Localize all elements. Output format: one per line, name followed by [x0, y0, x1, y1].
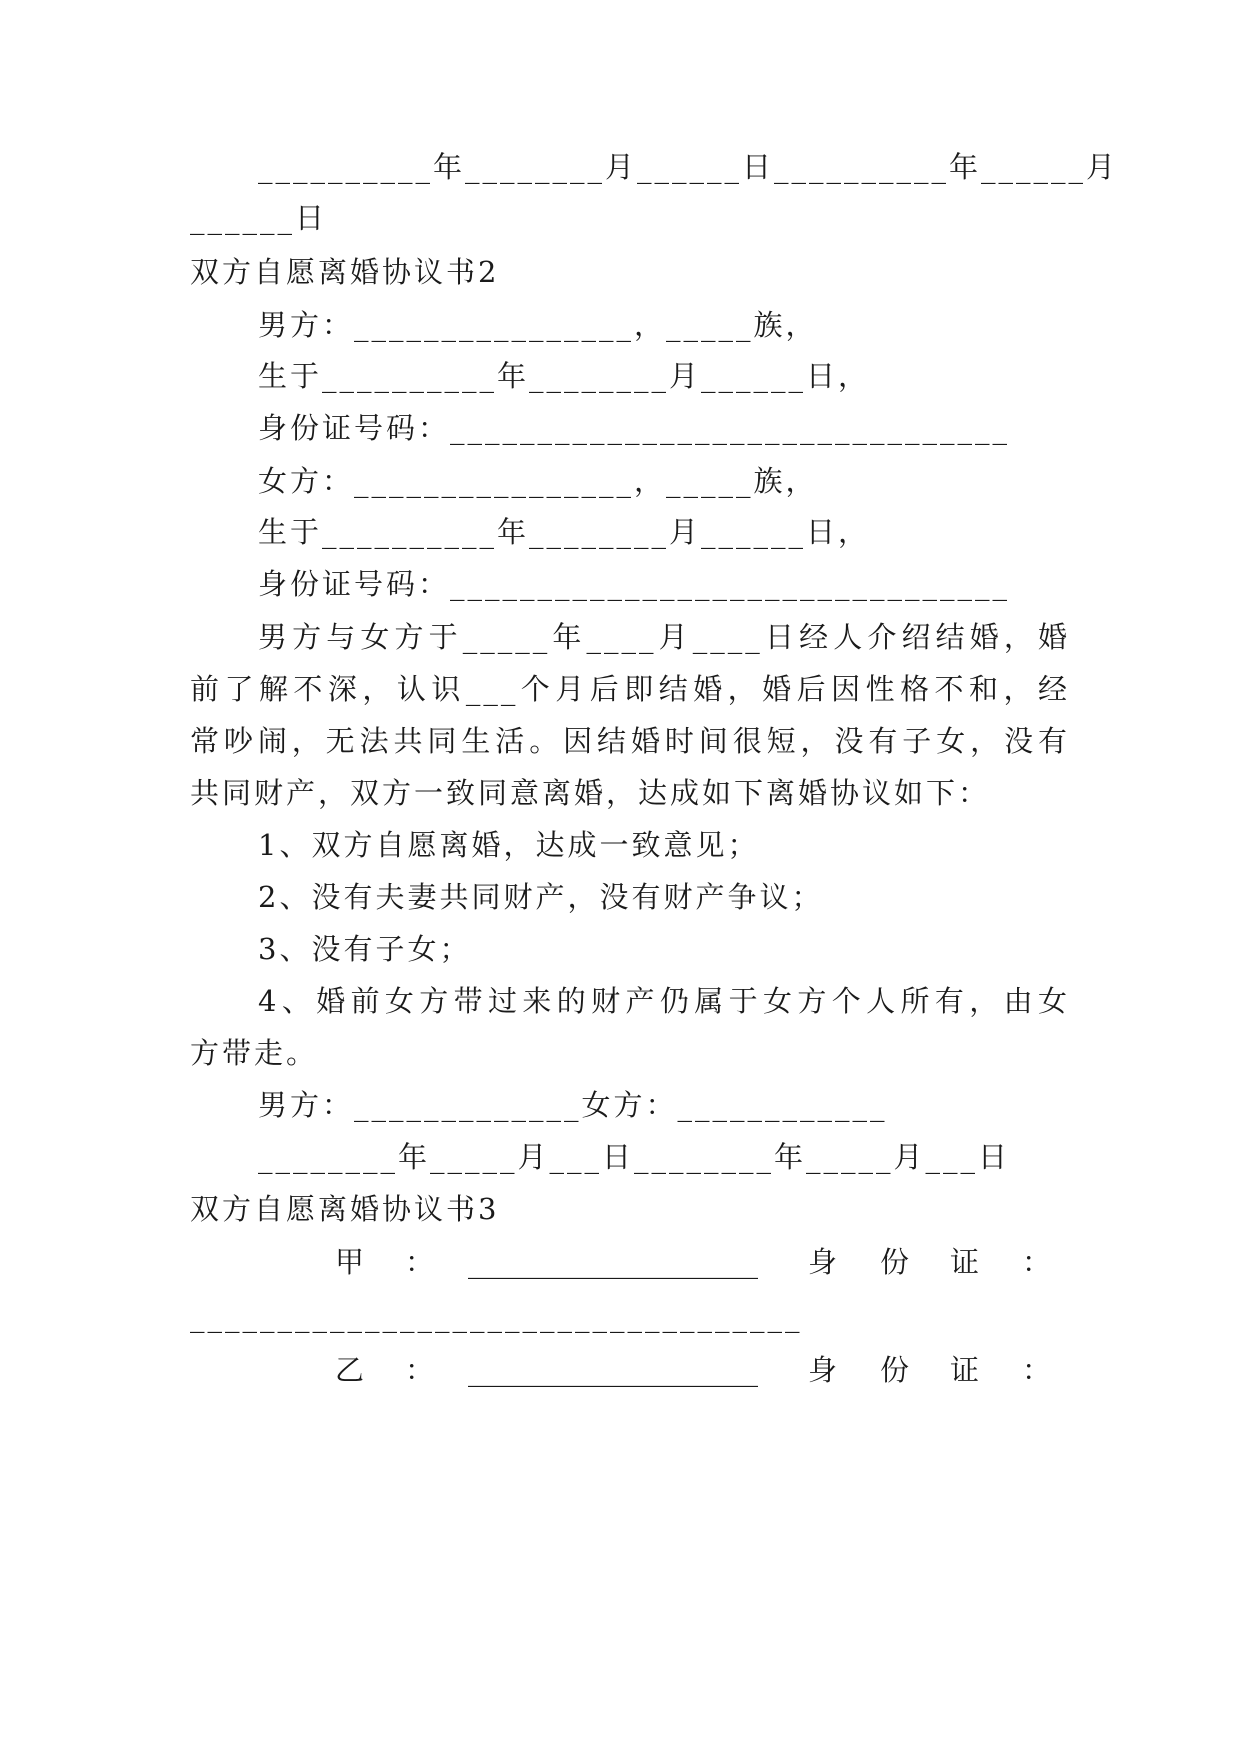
woman-birth-line: 生于__________年________月______日， [258, 515, 871, 549]
date-line-continued: ______日 [190, 201, 328, 235]
party-a-id-char-1: 身 [808, 1245, 838, 1279]
clause-1: 1、双方自愿离婚，达成一致意见； [258, 828, 760, 862]
paragraph-line: 男方与女方于_____年____月____日经人介绍结婚，婚 [258, 620, 1070, 654]
party-b-row [0, 1350, 1241, 1390]
party-b-label: 乙 [335, 1353, 365, 1387]
paragraph-line: 常吵闹，无法共同生活。因结婚时间很短，没有子女，没有 [190, 724, 1070, 758]
man-id-line: 身份证号码：________________________________ [258, 411, 1011, 445]
party-a-label: 甲 [335, 1245, 365, 1279]
man-birth-line: 生于__________年________月______日， [258, 359, 871, 393]
party-b-id-char-1: 身 [808, 1353, 838, 1387]
woman-id-line: 身份证号码：________________________________ [258, 567, 1011, 601]
clause-2: 2、没有夫妻共同财产，没有财产争议； [258, 880, 824, 914]
party-b-colon: ： [405, 1353, 435, 1387]
clause-4: 4、婚前女方带过来的财产仍属于女方个人所有，由女 [258, 984, 1070, 1018]
clause-4-continued: 方带走。 [190, 1036, 319, 1070]
party-b-id-char-3: 证 [950, 1353, 980, 1387]
section-title-2: 双方自愿离婚协议书2 [190, 255, 500, 289]
clause-3: 3、没有子女； [258, 932, 472, 966]
signature-line: 男方：_____________女方：____________ [258, 1088, 888, 1122]
date-line: __________年________月______日__________年______月 [258, 150, 1119, 184]
party-a-row [0, 1242, 1241, 1282]
party-a-colon: ： [405, 1245, 435, 1279]
man-name-line: 男方：________________，_____族， [258, 308, 818, 342]
section-title-3: 双方自愿离婚协议书3 [190, 1192, 500, 1226]
party-a-id-char-3: 证 [950, 1245, 980, 1279]
party-a-id-colon: ： [1022, 1245, 1052, 1279]
paragraph-line: 前了解不深，认识___个月后即结婚，婚后因性格不和，经 [190, 672, 1070, 706]
party-b-name-blank: ____________________ [468, 1353, 758, 1387]
signature-date-line: ________年_____月___日________年_____月___日 [258, 1140, 1011, 1174]
party-b-id-colon: ： [1022, 1353, 1052, 1387]
woman-name-line: 女方：________________，_____族， [258, 464, 818, 498]
party-a-id-blank: ___________________________________ [190, 1299, 803, 1333]
paragraph-line: 共同财产，双方一致同意离婚，达成如下离婚协议如下： [190, 776, 991, 810]
party-b-id-char-2: 份 [880, 1353, 910, 1387]
party-a-name-blank: ____________________ [468, 1245, 758, 1279]
party-a-id-char-2: 份 [880, 1245, 910, 1279]
